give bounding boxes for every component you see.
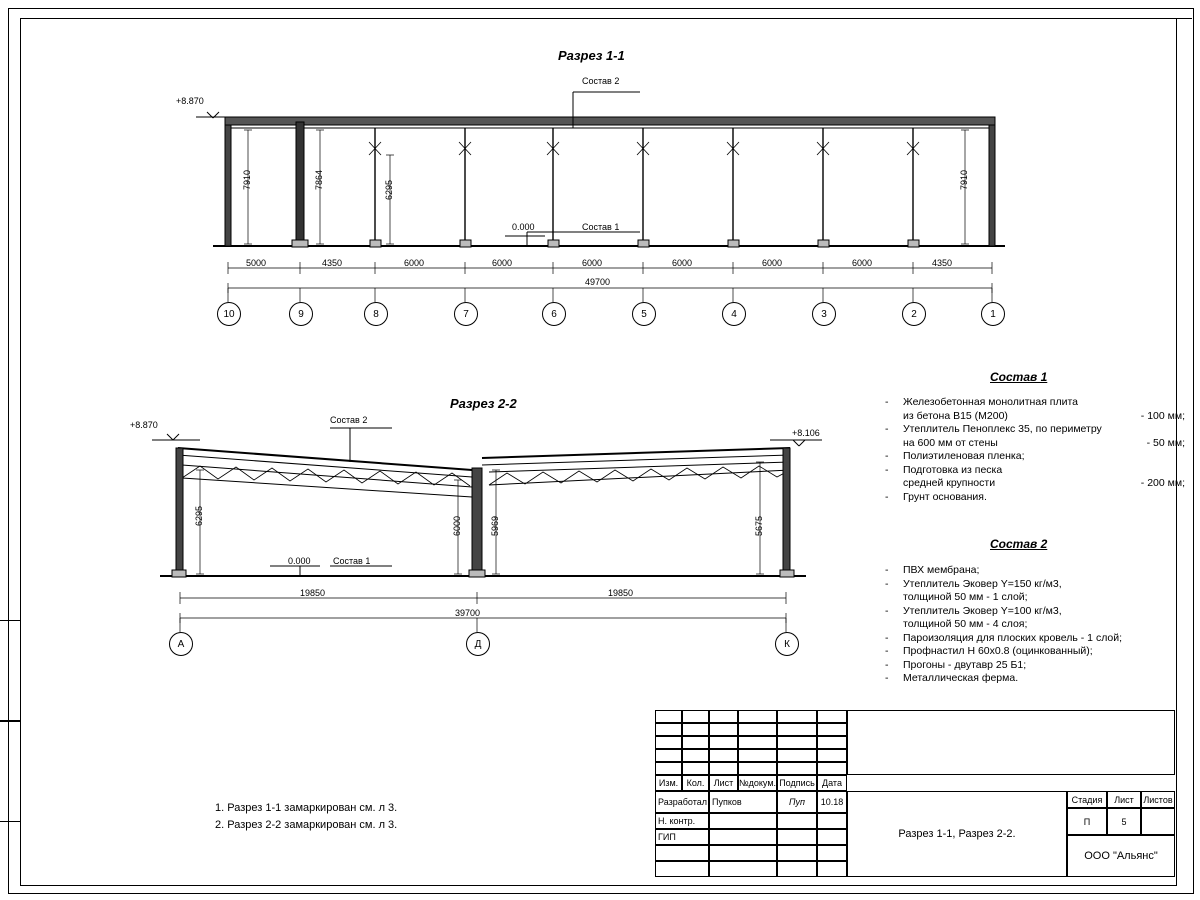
bullet-dash: - <box>885 604 889 617</box>
list-item <box>885 578 1195 605</box>
section1-total-dim: 49700 <box>585 277 611 287</box>
bullet-dash: - <box>885 672 889 684</box>
list-item <box>885 491 1185 505</box>
spec1-item-0-text: Железобетонная монолитная плита <box>903 396 1079 408</box>
stamp-sign-blank-1 <box>777 845 817 861</box>
rev-cell <box>655 723 682 736</box>
rev-cell <box>777 736 817 749</box>
stamp-stage-label: Стадия <box>1067 791 1107 808</box>
rev-cell <box>777 710 817 723</box>
stamp-date-0: 10.18 <box>817 791 847 813</box>
rev-cell <box>817 710 847 723</box>
stamp-role-blank-1 <box>655 845 709 861</box>
stamp-date-1 <box>817 813 847 829</box>
bullet-dash: - <box>885 463 889 476</box>
list-item <box>885 423 1185 450</box>
stamp-company: ООО "Альянс" <box>1067 835 1175 877</box>
rev-cell <box>682 710 709 723</box>
bullet-dash: - <box>885 631 889 644</box>
axis-marker-8: 8 <box>364 302 388 326</box>
section1-title: Разрез 1-1 <box>558 48 625 63</box>
section2-span-1: 19850 <box>300 588 326 598</box>
rev-cell <box>682 762 709 775</box>
rev-cell <box>655 762 682 775</box>
axis-marker-1: 1 <box>981 302 1005 326</box>
stamp-name-0: Пупков <box>709 791 777 813</box>
rev-cell <box>709 736 738 749</box>
section2-title: Разрез 2-2 <box>450 396 517 411</box>
rev-cell <box>817 723 847 736</box>
rev-cell <box>655 736 682 749</box>
stamp-role-blank-2 <box>655 861 709 877</box>
section2-span-2: 19850 <box>608 588 634 598</box>
bullet-dash: - <box>885 564 889 576</box>
bullet-dash: - <box>885 658 889 671</box>
stamp-sheet-title: Разрез 1-1, Разрез 2-2. <box>847 791 1067 877</box>
stamp-header-kol: Кол. <box>682 775 709 791</box>
spec2-item-1-text2: толщиной 50 мм - 1 слой; <box>903 591 1028 603</box>
note-1: 1. Разрез 1-1 замаркирован см. л 3. <box>215 802 398 814</box>
stamp-sign-2 <box>777 829 817 845</box>
rev-cell <box>738 723 777 736</box>
spec2-item-2-text2: толщиной 50 мм - 4 слоя; <box>903 618 1028 630</box>
list-item <box>885 605 1195 632</box>
stamp-sign-blank-2 <box>777 861 817 877</box>
bullet-dash: - <box>885 645 889 657</box>
section2-height-3: 5969 <box>490 516 500 537</box>
stamp-date-blank-2 <box>817 861 847 877</box>
section1-height-1: 7910 <box>242 170 252 191</box>
stamp-header-data: Дата <box>817 775 847 791</box>
section2-height-1: 6295 <box>194 506 204 527</box>
section2-top-level-right: +8.106 <box>792 428 820 438</box>
section2-height-4: 5675 <box>754 516 764 537</box>
axis-marker-d: Д <box>466 632 490 656</box>
stamp-header-list: Лист <box>709 775 738 791</box>
section1-span-9: 4350 <box>932 258 953 268</box>
spec1-item-1-text2: на 600 мм от стены <box>903 436 998 449</box>
stamp-sign-0: Пуп <box>777 791 817 813</box>
axis-marker-5: 5 <box>632 302 656 326</box>
axis-marker-7: 7 <box>454 302 478 326</box>
stamp-date-2 <box>817 829 847 845</box>
section1-span-8: 6000 <box>852 258 873 268</box>
section2-zero-level-label: 0.000 <box>288 556 311 566</box>
section1-span-6: 6000 <box>672 258 693 268</box>
list-item <box>885 659 1195 673</box>
section1-height-2: 7864 <box>314 170 324 191</box>
spec1-list <box>885 396 1185 504</box>
stamp-name-blank-1 <box>709 845 777 861</box>
axis-marker-10: 10 <box>217 302 241 326</box>
list-item <box>885 672 1195 686</box>
axis-marker-3: 3 <box>812 302 836 326</box>
section1-span-1: 5000 <box>246 258 267 268</box>
list-item <box>885 464 1185 491</box>
section1-span-2: 4350 <box>322 258 343 268</box>
section1-span-7: 6000 <box>762 258 783 268</box>
rev-cell <box>738 762 777 775</box>
stamp-name-2 <box>709 829 777 845</box>
spec1-item-4-text: Грунт основания. <box>903 490 987 503</box>
spec1-item-3-text2: средней крупности <box>903 477 996 489</box>
spec1-item-1-value: - 50 мм; <box>1146 436 1185 449</box>
rev-cell <box>709 710 738 723</box>
spec2-item-5-text: Прогоны - двутавр 25 Б1; <box>903 658 1027 671</box>
stamp-stage-value: П <box>1067 808 1107 835</box>
axis-marker-9: 9 <box>289 302 313 326</box>
section1-height-4: 7910 <box>959 170 969 191</box>
stamp-lists-label: Листов <box>1141 791 1175 808</box>
section1-span-4: 6000 <box>492 258 513 268</box>
axis-marker-2: 2 <box>902 302 926 326</box>
section2-top-level-left: +8.870 <box>130 420 158 430</box>
section1-span-3: 6000 <box>404 258 425 268</box>
rev-cell <box>777 762 817 775</box>
list-item <box>885 396 1185 423</box>
note-2: 2. Разрез 2-2 замаркирован см. л 3. <box>215 819 398 831</box>
bullet-dash: - <box>885 423 889 435</box>
rev-cell <box>682 736 709 749</box>
spec2-item-3-text: Пароизоляция для плоских кровель - 1 слой; <box>903 631 1123 644</box>
rev-cell <box>738 710 777 723</box>
bullet-dash: - <box>885 396 889 408</box>
rev-cell <box>709 723 738 736</box>
section2-height-2: 6000 <box>452 516 462 537</box>
list-item <box>885 450 1185 464</box>
spec2-item-4-text: Профнастил Н 60х0.8 (оцинкованный); <box>903 645 1093 657</box>
stamp-name-blank-2 <box>709 861 777 877</box>
rev-cell <box>655 710 682 723</box>
list-item <box>885 632 1195 646</box>
rev-cell <box>709 749 738 762</box>
spec1-item-2-text: Полиэтиленовая пленка; <box>903 450 1025 462</box>
spec1-item-1-text: Утеплитель Пеноплекс 35, по периметру <box>903 423 1102 435</box>
spec2-item-1-text: Утеплитель Эковер Y=150 кг/м3, <box>903 577 1062 590</box>
axis-marker-k: К <box>775 632 799 656</box>
rev-cell <box>817 736 847 749</box>
stamp-date-blank-1 <box>817 845 847 861</box>
section2-callout-bottom: Состав 1 <box>333 556 371 566</box>
bullet-dash: - <box>885 490 889 503</box>
title-block <box>655 710 1175 880</box>
spec2-item-6-text: Металлическая ферма. <box>903 672 1019 684</box>
rev-cell <box>682 749 709 762</box>
stamp-role-0: Разработал <box>655 791 709 813</box>
spec2-title: Состав 2 <box>990 537 1048 551</box>
stamp-lists-value <box>1141 808 1175 835</box>
section1-top-level-label: +8.870 <box>176 96 204 106</box>
stamp-header-podpis: Подпись <box>777 775 817 791</box>
stamp-name-1 <box>709 813 777 829</box>
axis-marker-6: 6 <box>542 302 566 326</box>
rev-cell <box>655 749 682 762</box>
rev-cell <box>777 723 817 736</box>
section1-callout-top: Состав 2 <box>582 76 620 86</box>
stamp-header-nedok: №докум. <box>738 775 777 791</box>
section2-callout-top: Состав 2 <box>330 415 368 425</box>
bullet-dash: - <box>885 450 889 462</box>
rev-cell <box>709 762 738 775</box>
spec1-item-0-text2: из бетона В15 (М200) <box>903 409 1008 422</box>
spec1-item-3-text: Подготовка из песка <box>903 463 1003 476</box>
axis-marker-4: 4 <box>722 302 746 326</box>
list-item <box>885 645 1195 659</box>
spec1-title: Состав 1 <box>990 370 1048 384</box>
rev-cell <box>738 749 777 762</box>
section1-zero-level-label: 0.000 <box>512 222 535 232</box>
spec2-item-0-text: ПВХ мембрана; <box>903 564 980 576</box>
rev-cell <box>817 749 847 762</box>
stamp-role-1: Н. контр. <box>655 813 709 829</box>
stamp-list-value: 5 <box>1107 808 1141 835</box>
spec1-item-3-value: - 200 мм; <box>1140 477 1185 489</box>
spec1-item-0-value: - 100 мм; <box>1140 409 1185 422</box>
bullet-dash: - <box>885 577 889 590</box>
spec2-list <box>885 564 1195 686</box>
stamp-role-2: ГИП <box>655 829 709 845</box>
axis-marker-a: А <box>169 632 193 656</box>
rev-cell <box>817 762 847 775</box>
rev-cell <box>777 749 817 762</box>
rev-cell <box>738 736 777 749</box>
rev-cell <box>682 723 709 736</box>
stamp-sign-1 <box>777 813 817 829</box>
section2-total-dim: 39700 <box>455 608 481 618</box>
spec2-item-2-text: Утеплитель Эковер Y=100 кг/м3, <box>903 604 1062 617</box>
notes-block <box>215 800 397 834</box>
section1-span-5: 6000 <box>582 258 603 268</box>
stamp-upper-right-blank <box>847 710 1175 775</box>
section1-height-3: 6295 <box>384 180 394 201</box>
stamp-list-label: Лист <box>1107 791 1141 808</box>
section1-callout-bottom: Состав 1 <box>582 222 620 232</box>
list-item <box>885 564 1195 578</box>
stamp-header-izm: Изм. <box>655 775 682 791</box>
